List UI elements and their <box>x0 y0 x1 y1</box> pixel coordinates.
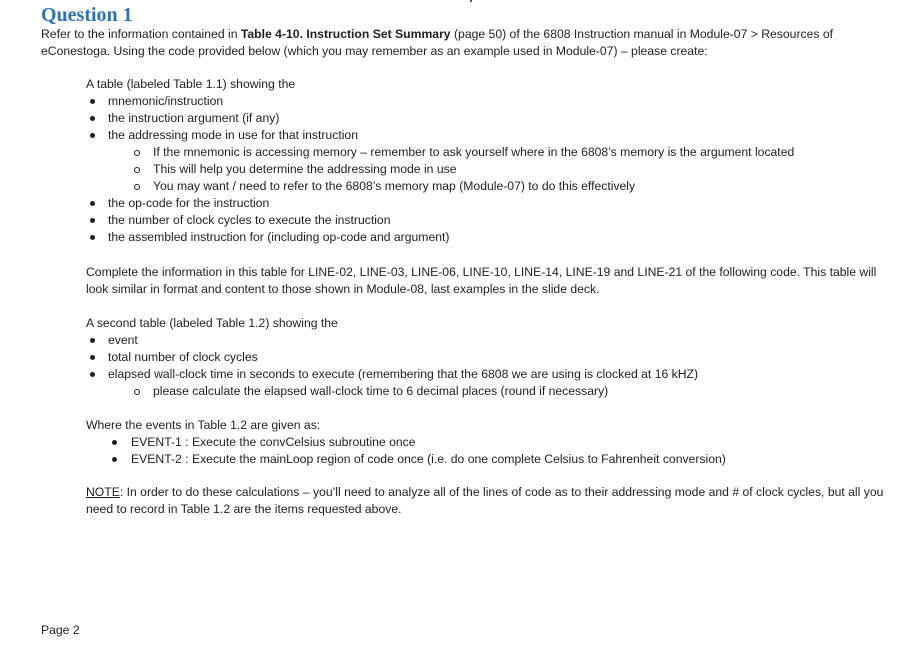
note-text: : In order to do these calculations – you’ll need to analyze all of the lines of code as to their addressing mode and # of clock cycles, but all you need to record in Table 1.2 are the items requested above. <box>86 485 884 516</box>
intro-paragraph <box>41 26 891 60</box>
events-heading: Where the events in Table 1.2 are given as: <box>86 418 321 432</box>
table1-list-continued <box>86 195 896 246</box>
intro-text-1: Refer to the information contained in <box>41 27 241 41</box>
table1-heading: A table (labeled Table 1.1) showing the <box>86 77 296 91</box>
table1-sublist <box>86 144 896 195</box>
list-item: the addressing mode in use for that instruction <box>86 127 896 144</box>
list-item: the instruction argument (if any) <box>86 110 896 127</box>
list-item: mnemonic/instruction <box>86 93 896 110</box>
list-item: event <box>86 332 896 349</box>
events-list <box>86 434 896 468</box>
sublist-item: If the mnemonic is accessing memory – remember to ask yourself where in the 6808’s memory is the argument located <box>86 144 896 161</box>
events-section <box>86 417 896 468</box>
page-number: Page 2 <box>41 623 80 637</box>
event-item: EVENT-2 : Execute the mainLoop region of code once (i.e. do one complete Celsius to Fahrenheit conversion) <box>86 451 896 468</box>
note-section <box>86 484 896 518</box>
table2-heading: A second table (labeled Table 1.2) showing the <box>86 316 338 330</box>
sublist-item: This will help you determine the addressing mode in use <box>86 161 896 178</box>
list-item: the assembled instruction for (including op-code and argument) <box>86 229 896 246</box>
note-label: NOTE <box>86 485 120 499</box>
table2-list <box>86 332 896 383</box>
list-item: the number of clock cycles to execute the instruction <box>86 212 896 229</box>
table2-section <box>86 315 896 400</box>
complete-instructions <box>86 264 896 298</box>
intro-bold-reference: Table 4-10. Instruction Set Summary <box>240 27 451 41</box>
list-item: total number of clock cycles <box>86 349 896 366</box>
table1-list <box>86 93 896 144</box>
page-top-mark <box>470 0 472 2</box>
table1-section <box>86 76 896 246</box>
event-item: EVENT-1 : Execute the convCelsius subroutine once <box>86 434 896 451</box>
intro-text-2: (page 50) of the 6808 Instruction manual in Module-07 > Resources of eConestoga. Using the code provided below (which you may remember as an example used in Module-07) – please create: <box>41 27 834 58</box>
list-item: elapsed wall-clock time in seconds to execute (remembering that the 6808 we are using is clocked at 16 kHZ) <box>86 366 896 383</box>
question-heading: Question 1 <box>41 4 133 26</box>
complete-text: Complete the information in this table for LINE-02, LINE-03, LINE-06, LINE-10, LINE-14, LINE-19 and LINE-21 of the following code. This table will look similar in format and content to those shown in Module-08, last examples in the slide deck. <box>86 265 877 296</box>
table2-sublist <box>86 383 896 400</box>
sublist-item: You may want / need to refer to the 6808’s memory map (Module-07) to do this effectively <box>86 178 896 195</box>
list-item: the op-code for the instruction <box>86 195 896 212</box>
sublist-item: please calculate the elapsed wall-clock time to 6 decimal places (round if necessary) <box>86 383 896 400</box>
